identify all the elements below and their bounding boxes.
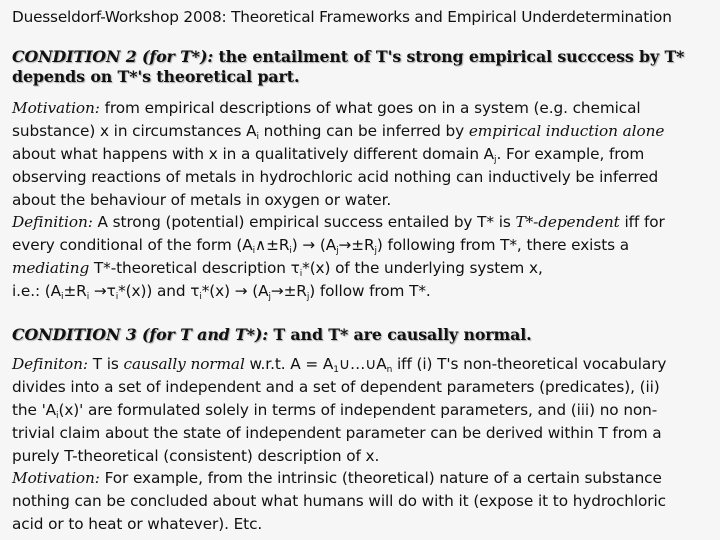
condition-2-text-1: the entailment of T's strong empirical succcess by T* xyxy=(213,47,685,66)
motivation-1-line-1: Motivation: from empirical descriptions of what goes on in a system (e.g. chemical xyxy=(12,99,641,117)
definition-2-line-5: purely T-theoretical (consistent) description of x. xyxy=(12,447,380,465)
definition-2-line-1: Definiton: T is causally normal w.r.t. $A = A_1\cup\dots\cup A_n$ iff (i) T's non-theoretical vocabulary xyxy=(12,355,667,375)
motivation-2-paragraph xyxy=(12,467,712,536)
definition-2-line-3: the '$A_i(x)$' are formulated solely in terms of independent parameters, and (iii) no non- xyxy=(12,401,658,421)
definition-2-line-2: divides into a set of independent and a set of dependent parameters (predicates), (ii) xyxy=(12,378,660,396)
condition-3-heading xyxy=(12,325,712,345)
condition-3-text: T and T* are causally normal. xyxy=(267,325,532,344)
definition-1-line-2: every conditional of the form $(A_i\wedge\pm R_i) \to (A_j\to\pm R_j)$ following from T*, there exists a xyxy=(12,236,629,256)
definition-2-label: Definiton: xyxy=(12,355,88,373)
motivation-2-label: Motivation: xyxy=(12,469,100,487)
motivation-1-line-5: about the behaviour of metals in oxygen or water. xyxy=(12,191,392,209)
definition-2-line-4: trivial claim about the state of independent parameter can be derived within T from a xyxy=(12,424,662,442)
motivation-1-label: Motivation: xyxy=(12,99,100,117)
motivation-2-line-1: Motivation: For example, from the intrinsic (theoretical) nature of a certain substance xyxy=(12,469,662,487)
condition-3-label: CONDITION 3 (for T and T*): xyxy=(12,325,268,344)
motivation-1-line-2: substance) x in circumstances $A_i$ nothing can be inferred by empirical induction alone xyxy=(12,122,665,142)
definition-1-line-4: i.e.: $(A_i\pm R_i \to\tau_i*(x))$ and $\tau_i*(x) \to (A_j\to\pm R_j)$ follow from T*. xyxy=(12,282,431,302)
condition-2-line-1 xyxy=(12,47,712,67)
motivation-2-line-3: acid or to heat or whatever). Etc. xyxy=(12,515,263,533)
condition-3-line-1 xyxy=(12,325,712,345)
motivation-1-paragraph xyxy=(12,97,712,212)
slide-title: Duesseldorf-Workshop 2008: Theoretical Frameworks and Empirical Underdetermination xyxy=(12,8,672,26)
definition-1-label: Definition: xyxy=(12,213,93,231)
definition-1-line-3: mediating T*-theoretical description $\tau_i*(x)$ of the underlying system x, xyxy=(12,259,543,279)
definition-1-line-1: Definition: A strong (potential) empirical success entailed by T* is T*-dependent iff for xyxy=(12,213,665,231)
condition-2-line-2: depends on T*'s theoretical part. xyxy=(12,67,300,86)
condition-2-heading xyxy=(12,47,712,87)
motivation-1-line-4: observing reactions of metals in hydrochloric acid nothing can inductively be inferred xyxy=(12,168,659,186)
definition-2-paragraph xyxy=(12,353,712,468)
motivation-2-line-2: nothing can be concluded about what humans will do with it (expose it to hydrochloric xyxy=(12,492,666,510)
condition-2-label: CONDITION 2 (for T*): xyxy=(12,47,214,66)
definition-1-paragraph xyxy=(12,211,712,303)
motivation-1-line-3: about what happens with x in a qualitatively different domain $A_j$. For example, from xyxy=(12,145,645,165)
